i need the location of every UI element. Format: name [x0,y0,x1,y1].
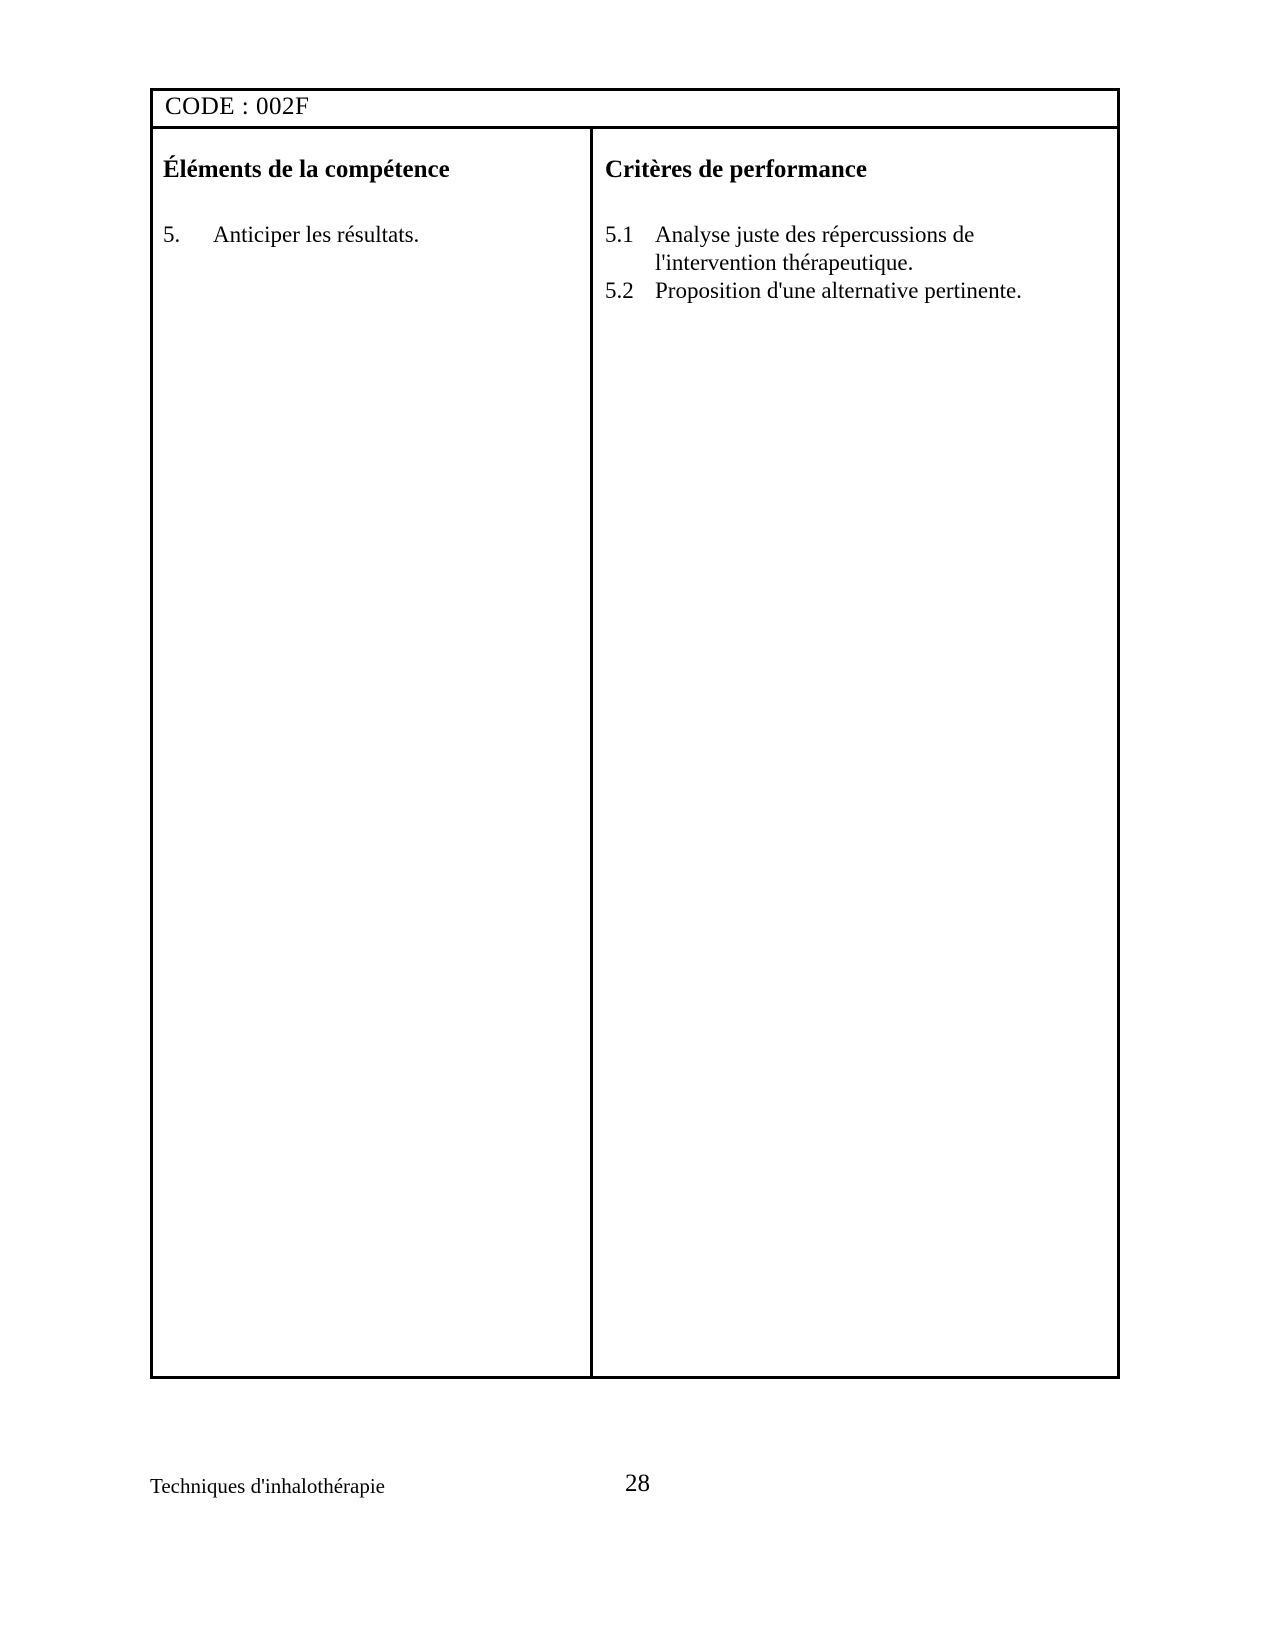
criteria-heading: Critères de performance [605,156,867,183]
code-row [153,91,1117,129]
page-number: 28 [625,1470,650,1497]
element-item-text: Anticiper les résultats. [213,222,420,247]
elements-heading: Éléments de la compétence [163,156,450,183]
code-label: CODE : 002F [165,93,310,120]
criteria-item-number: 5.1 [605,222,634,247]
criteria-item-number: 5.2 [605,278,634,303]
competence-table [150,88,1120,1379]
criteria-column [593,129,1117,1376]
criteria-item-text: Proposition d'une alternative pertinente. [655,278,1022,303]
footer-program-title: Techniques d'inhalothérapie [150,1474,385,1498]
element-item-number: 5. [163,222,181,247]
criteria-item-text: Analyse juste des répercussions de l'intervention thérapeutique. [655,222,975,275]
elements-column [153,129,590,1376]
